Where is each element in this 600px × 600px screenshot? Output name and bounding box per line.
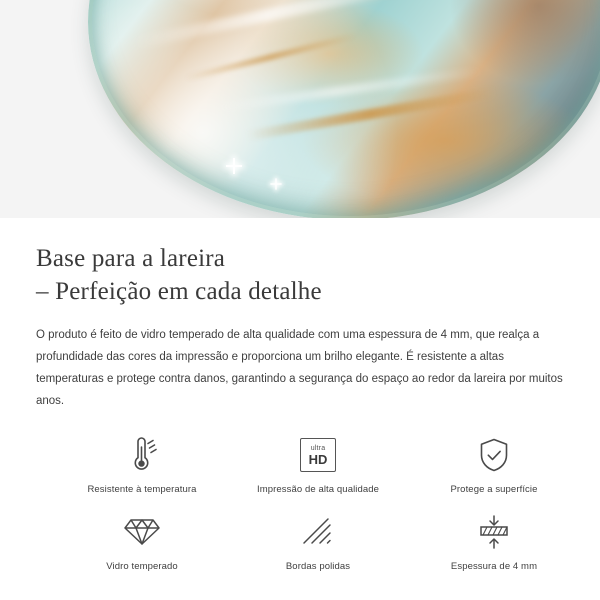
feature-item [230, 511, 406, 572]
feature-label: Bordas polidas [285, 561, 351, 573]
ultra-hd-badge-bottom: HD [308, 451, 328, 467]
feature-grid [36, 434, 564, 572]
feature-item [406, 434, 582, 495]
description-content [0, 218, 600, 572]
thermometer-icon [125, 434, 159, 476]
feature-item [54, 434, 230, 495]
headline-line-1: Base para a lareira [36, 245, 226, 272]
description-paragraph: O produto é feito de vidro temperado de alta qualidade com uma espessura de 4 mm, que realça a profundidade das cores da impressão e proporciona um brilho elegante. É resistente a altas temperaturas e protege contra danos, garantindo a segurança do espaço ao redor da lareira por muitos anos. [36, 329, 563, 408]
thickness-icon [474, 511, 514, 553]
diamond-icon [123, 511, 161, 553]
page-title [36, 242, 564, 308]
hero-product-image [0, 0, 600, 218]
glass-plate-product [88, 0, 600, 218]
headline-line-2: – Perfeição em cada detalhe [36, 278, 322, 305]
feature-item [54, 511, 230, 572]
feature-item [406, 511, 582, 572]
shield-check-icon [476, 434, 512, 476]
feature-item [230, 434, 406, 495]
feature-label: Impressão de alta qualidade [256, 484, 380, 496]
ultra-hd-badge-top: ultra [310, 444, 326, 452]
ultra-hd-icon [300, 434, 336, 476]
feature-label: Espessura de 4 mm [450, 561, 538, 573]
feature-label: Protege a superfície [450, 484, 538, 496]
polished-edges-icon [300, 511, 336, 553]
feature-label: Vidro temperado [106, 561, 178, 573]
feature-label: Resistente à temperatura [87, 484, 197, 496]
